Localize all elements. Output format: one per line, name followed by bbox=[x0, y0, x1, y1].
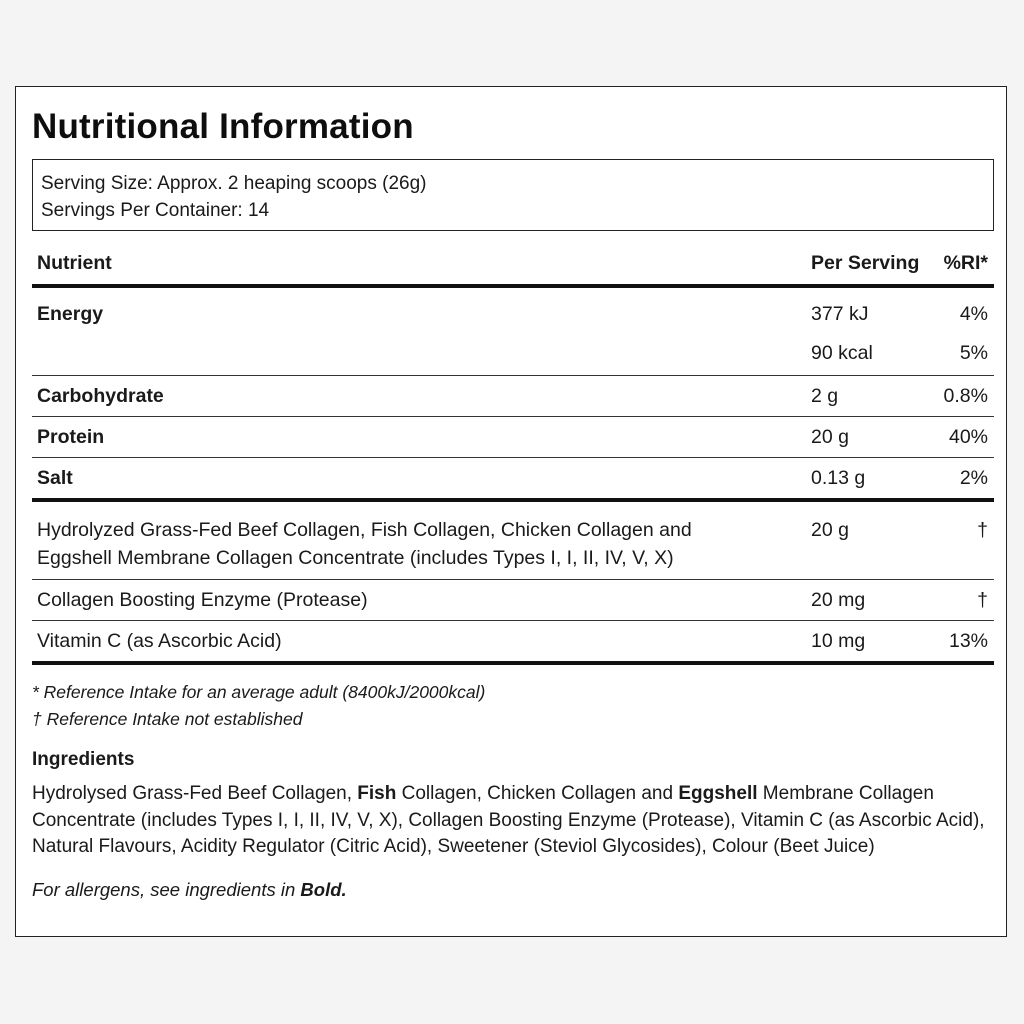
carbohydrate-value: 2 g bbox=[811, 385, 839, 407]
enzyme-name: Collagen Boosting Enzyme (Protease) bbox=[37, 589, 368, 611]
table-row-salt bbox=[32, 458, 994, 502]
allergen-eggshell: Eggshell bbox=[678, 783, 758, 804]
protein-value: 20 g bbox=[811, 426, 849, 448]
footnotes bbox=[32, 679, 485, 733]
energy-kj-ri: 4% bbox=[959, 303, 988, 325]
nutrient-carbohydrate: Carbohydrate bbox=[37, 385, 164, 407]
ingredients-part-1: Hydrolysed Grass-Fed Beef Collagen, bbox=[32, 783, 358, 804]
allergen-note bbox=[32, 879, 347, 901]
salt-ri: 2% bbox=[959, 467, 988, 489]
table-row-vitamin-c bbox=[32, 621, 994, 665]
servings-per-container: Servings Per Container: 14 bbox=[41, 200, 270, 221]
allergen-note-bold: Bold. bbox=[300, 879, 347, 900]
vitamin-c-name: Vitamin C (as Ascorbic Acid) bbox=[37, 630, 282, 652]
allergen-fish: Fish bbox=[357, 783, 397, 804]
nutrient-salt: Salt bbox=[37, 467, 73, 489]
footnote-reference-intake: * Reference Intake for an average adult (8400kJ/2000kcal) bbox=[32, 682, 486, 702]
vitamin-c-ri: 13% bbox=[948, 630, 988, 652]
ingredients-text bbox=[32, 781, 992, 861]
serving-box bbox=[32, 159, 994, 231]
header-nutrient: Nutrient bbox=[37, 252, 112, 274]
table-row-carbohydrate bbox=[32, 376, 994, 417]
nutrition-panel bbox=[15, 86, 1007, 937]
nutrient-protein: Protein bbox=[37, 426, 105, 448]
enzyme-ri: † bbox=[977, 589, 988, 611]
enzyme-value: 20 mg bbox=[811, 589, 866, 611]
allergen-note-text: For allergens, see ingredients in bbox=[32, 879, 301, 900]
nutrient-energy: Energy bbox=[37, 303, 104, 325]
energy-kj: 377 kJ bbox=[811, 303, 869, 325]
collagen-line1: Hydrolyzed Grass-Fed Beef Collagen, Fish Collagen, Chicken Collagen and bbox=[37, 519, 692, 541]
table-row-energy bbox=[32, 288, 994, 376]
page-title: Nutritional Information bbox=[32, 107, 414, 146]
header-per-serving: Per Serving bbox=[811, 252, 920, 274]
table-row-protein bbox=[32, 417, 994, 458]
footnote-not-established: † Reference Intake not established bbox=[32, 709, 303, 729]
serving-size: Serving Size: Approx. 2 heaping scoops (26g) bbox=[41, 173, 427, 194]
nutrition-table bbox=[32, 235, 994, 665]
ingredients-part-3: Membrane Collagen Concentrate (includes Types I, I, II, IV, V, X), Collagen Boosting Enzyme (Protease), Vitamin C (as Ascorbic Acid), Natural Flavours, Acidity Regulator (Citric Acid), Sweetener (Steviol Glycosides), Colour (Beet Juice) bbox=[32, 783, 985, 857]
collagen-line2: Eggshell Membrane Collagen Concentrate (includes Types I, I, II, IV, V, X) bbox=[37, 547, 674, 569]
table-row-collagen bbox=[32, 502, 994, 580]
energy-kcal: 90 kcal bbox=[811, 342, 873, 364]
table-row-enzyme bbox=[32, 580, 994, 621]
carbohydrate-ri: 0.8% bbox=[943, 385, 988, 407]
header-ri: %RI* bbox=[943, 252, 988, 274]
ingredients-heading: Ingredients bbox=[32, 749, 135, 770]
salt-value: 0.13 g bbox=[811, 467, 866, 489]
vitamin-c-value: 10 mg bbox=[811, 630, 866, 652]
collagen-ri: † bbox=[977, 519, 988, 541]
ingredients-part-2: Collagen, Chicken Collagen and bbox=[396, 783, 679, 804]
protein-ri: 40% bbox=[948, 426, 988, 448]
energy-kcal-ri: 5% bbox=[959, 342, 988, 364]
table-header-row bbox=[32, 235, 994, 288]
collagen-value: 20 g bbox=[811, 519, 849, 541]
